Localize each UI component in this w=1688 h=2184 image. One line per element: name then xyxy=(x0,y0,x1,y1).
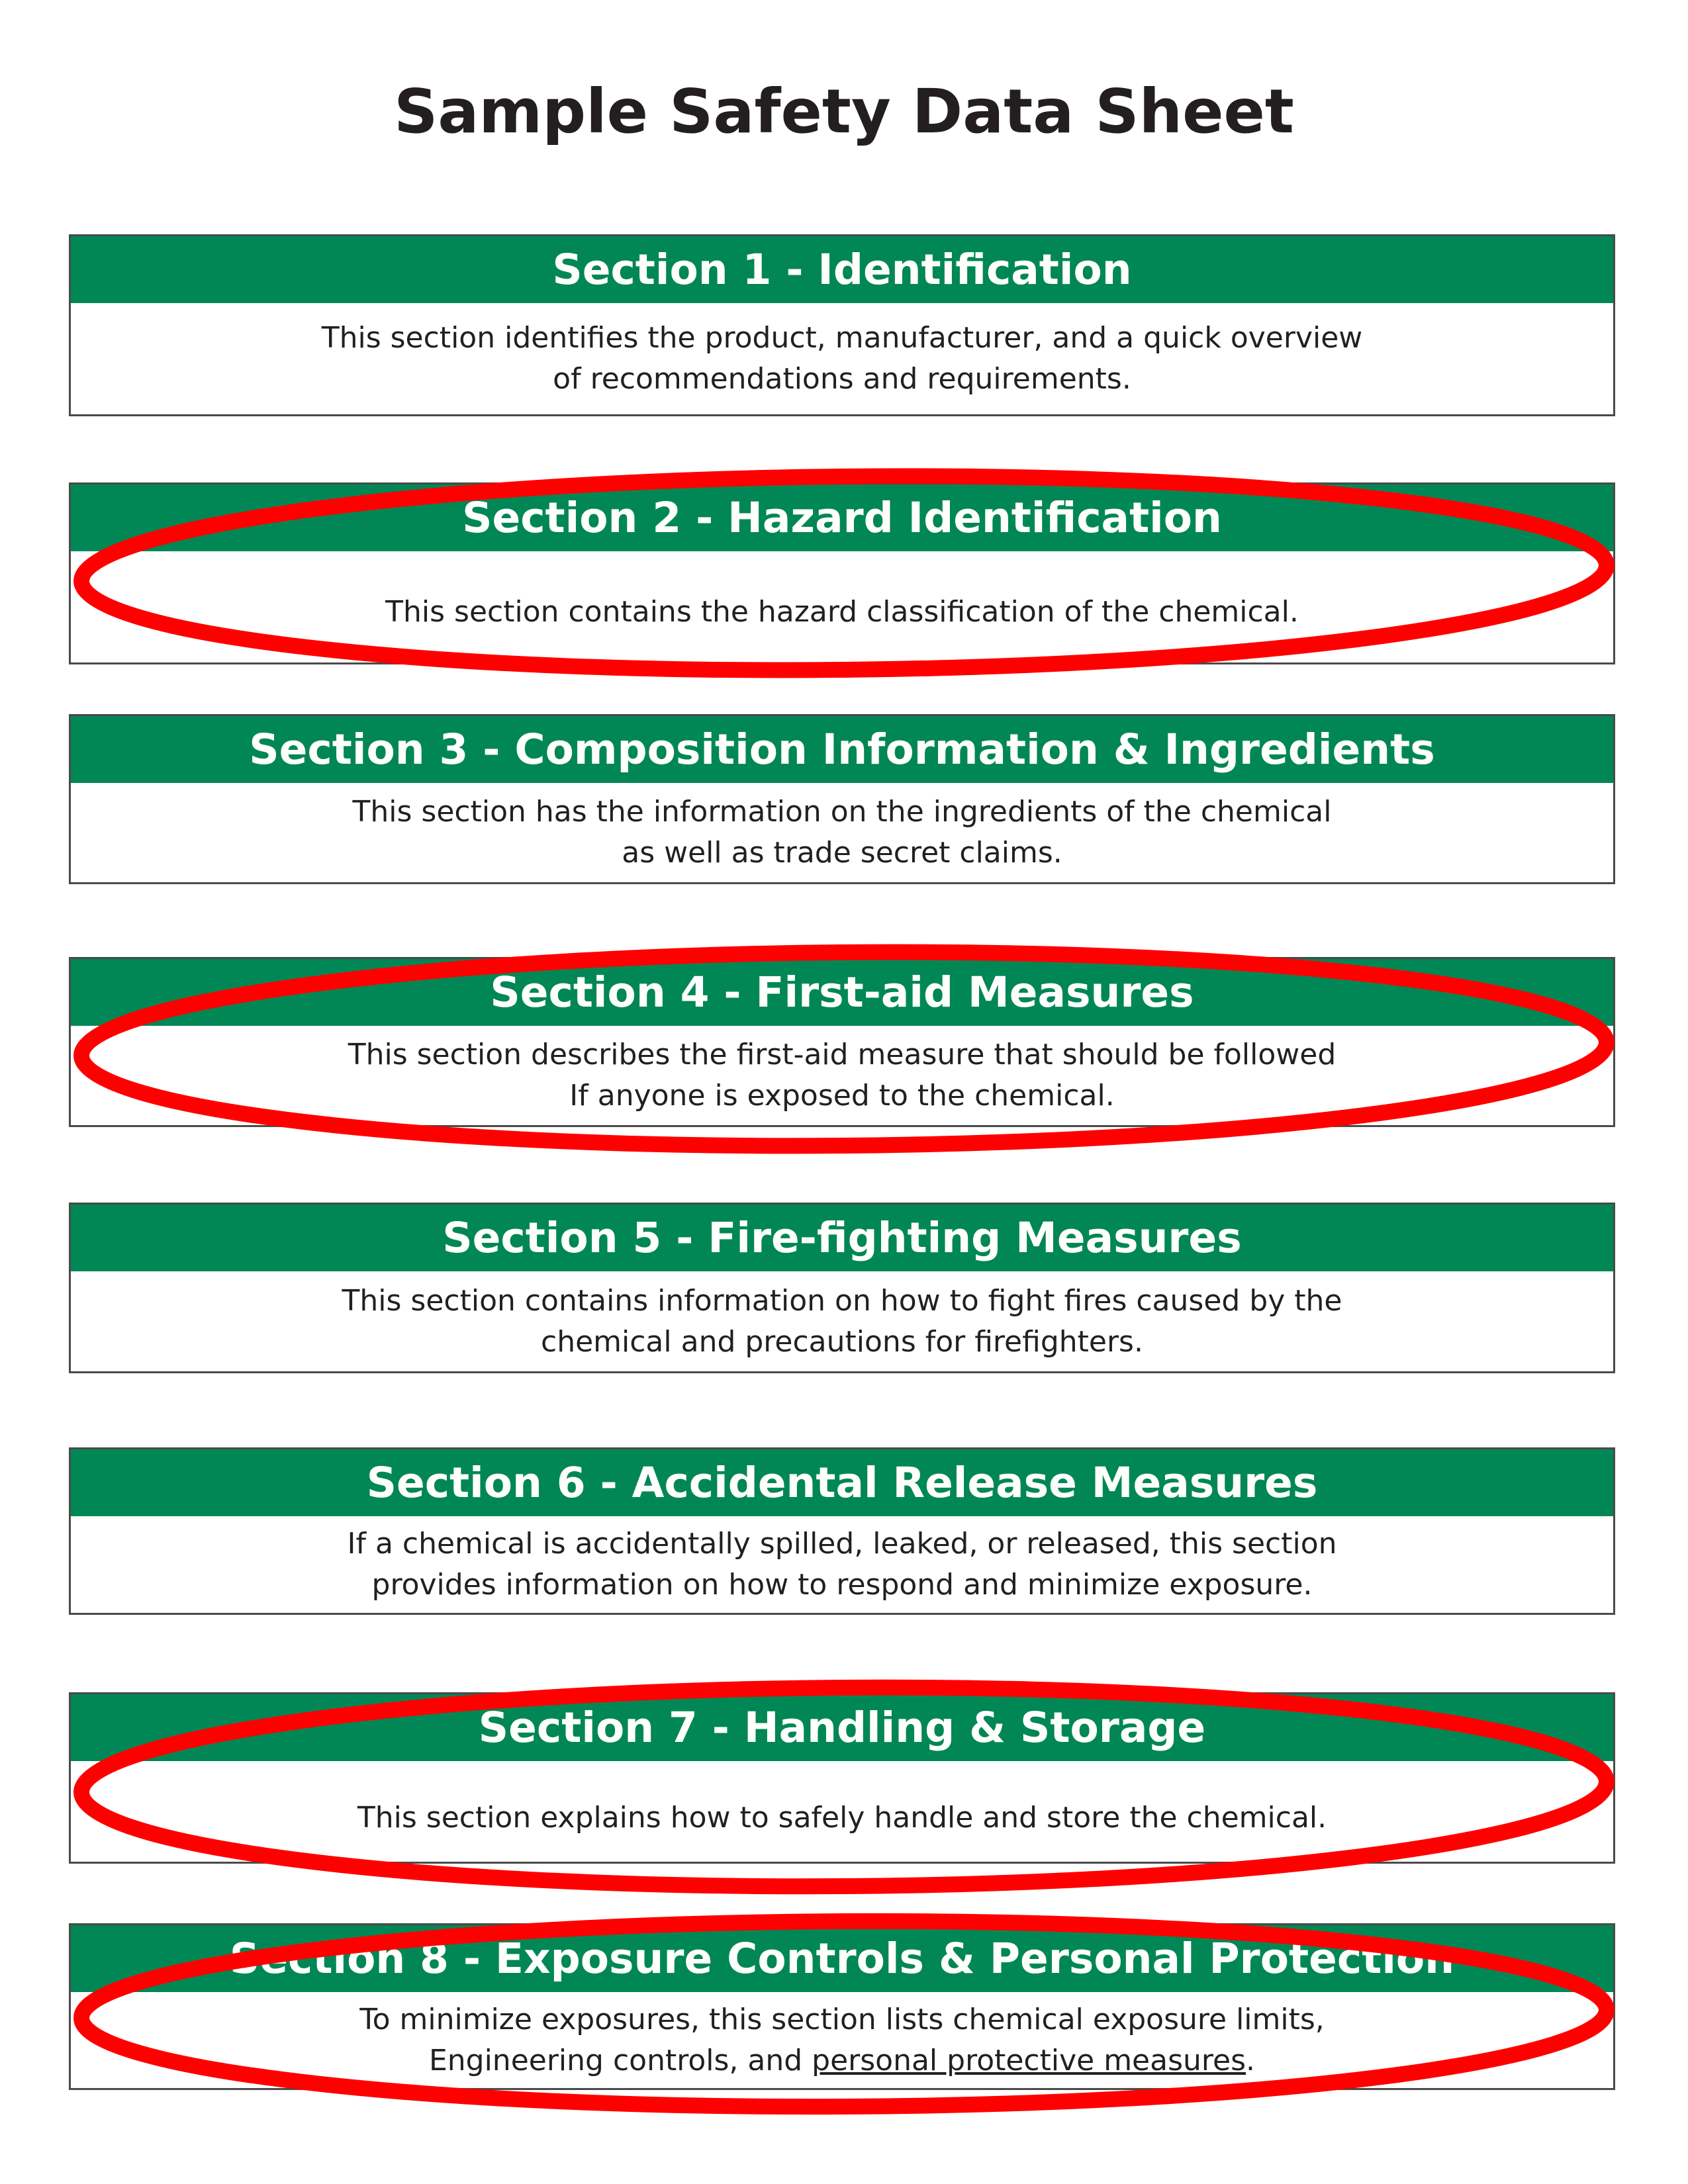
section-6-header: Section 6 - Accidental Release Measures xyxy=(71,1449,1613,1516)
section-7 xyxy=(69,1692,1615,1864)
section-4-header: Section 4 - First-aid Measures xyxy=(71,959,1613,1026)
section-1-header: Section 1 - Identification xyxy=(71,236,1613,303)
section-4 xyxy=(69,957,1615,1127)
section-1-description xyxy=(71,303,1613,414)
section-7-description xyxy=(71,1761,1613,1862)
section-8-header: Section 8 - Exposure Controls & Personal Protection xyxy=(71,1925,1613,1992)
section-5-line-2: chemical and precautions for firefighters. xyxy=(541,1324,1143,1359)
section-3-line-1: This section has the information on the ingredients of the chemical xyxy=(352,795,1332,829)
section-6-line-2: provides information on how to respond and minimize exposure. xyxy=(371,1568,1313,1602)
section-4-line-2: If anyone is exposed to the chemical. xyxy=(569,1079,1115,1113)
section-7-line-1: This section explains how to safely handle and store the chemical. xyxy=(357,1801,1327,1835)
section-2 xyxy=(69,482,1615,664)
section-6 xyxy=(69,1447,1615,1615)
section-4-description xyxy=(71,1026,1613,1125)
section-1 xyxy=(69,234,1615,416)
section-3-header: Section 3 - Composition Information & Ingredients xyxy=(71,716,1613,783)
section-8-line-1: To minimize exposures, this section lists chemical exposure limits, xyxy=(359,2002,1325,2036)
personal-protective-measures-link[interactable]: personal protective measures xyxy=(812,2043,1246,2077)
section-8-description xyxy=(71,1992,1613,2088)
section-4-line-1: This section describes the first-aid measure that should be followed xyxy=(348,1038,1336,1071)
section-5-header: Section 5 - Fire-fighting Measures xyxy=(71,1205,1613,1271)
section-3-description xyxy=(71,783,1613,882)
section-2-header: Section 2 - Hazard Identification xyxy=(71,484,1613,551)
section-3-line-2: as well as trade secret claims. xyxy=(622,836,1062,870)
section-6-description xyxy=(71,1516,1613,1613)
section-5-description xyxy=(71,1271,1613,1371)
section-8-line-2-text: Engineering controls, and xyxy=(428,2043,812,2077)
section-1-line-2: of recommendations and requirements. xyxy=(553,362,1131,396)
section-6-line-1: If a chemical is accidentally spilled, leaked, or released, this section xyxy=(347,1527,1337,1561)
section-1-line-1: This section identifies the product, manufacturer, and a quick overview xyxy=(321,321,1363,355)
section-2-line-1: This section contains the hazard classification of the chemical. xyxy=(385,595,1299,629)
section-8-line-2-end: . xyxy=(1246,2043,1256,2077)
section-8-line-2 xyxy=(429,2040,1255,2081)
page-title: Sample Safety Data Sheet xyxy=(394,76,1294,147)
section-3 xyxy=(69,714,1615,884)
section-5-line-1: This section contains information on how to fight fires caused by the xyxy=(342,1283,1342,1318)
section-5 xyxy=(69,1203,1615,1373)
section-8 xyxy=(69,1923,1615,2090)
section-2-description xyxy=(71,551,1613,662)
section-7-header: Section 7 - Handling & Storage xyxy=(71,1694,1613,1761)
